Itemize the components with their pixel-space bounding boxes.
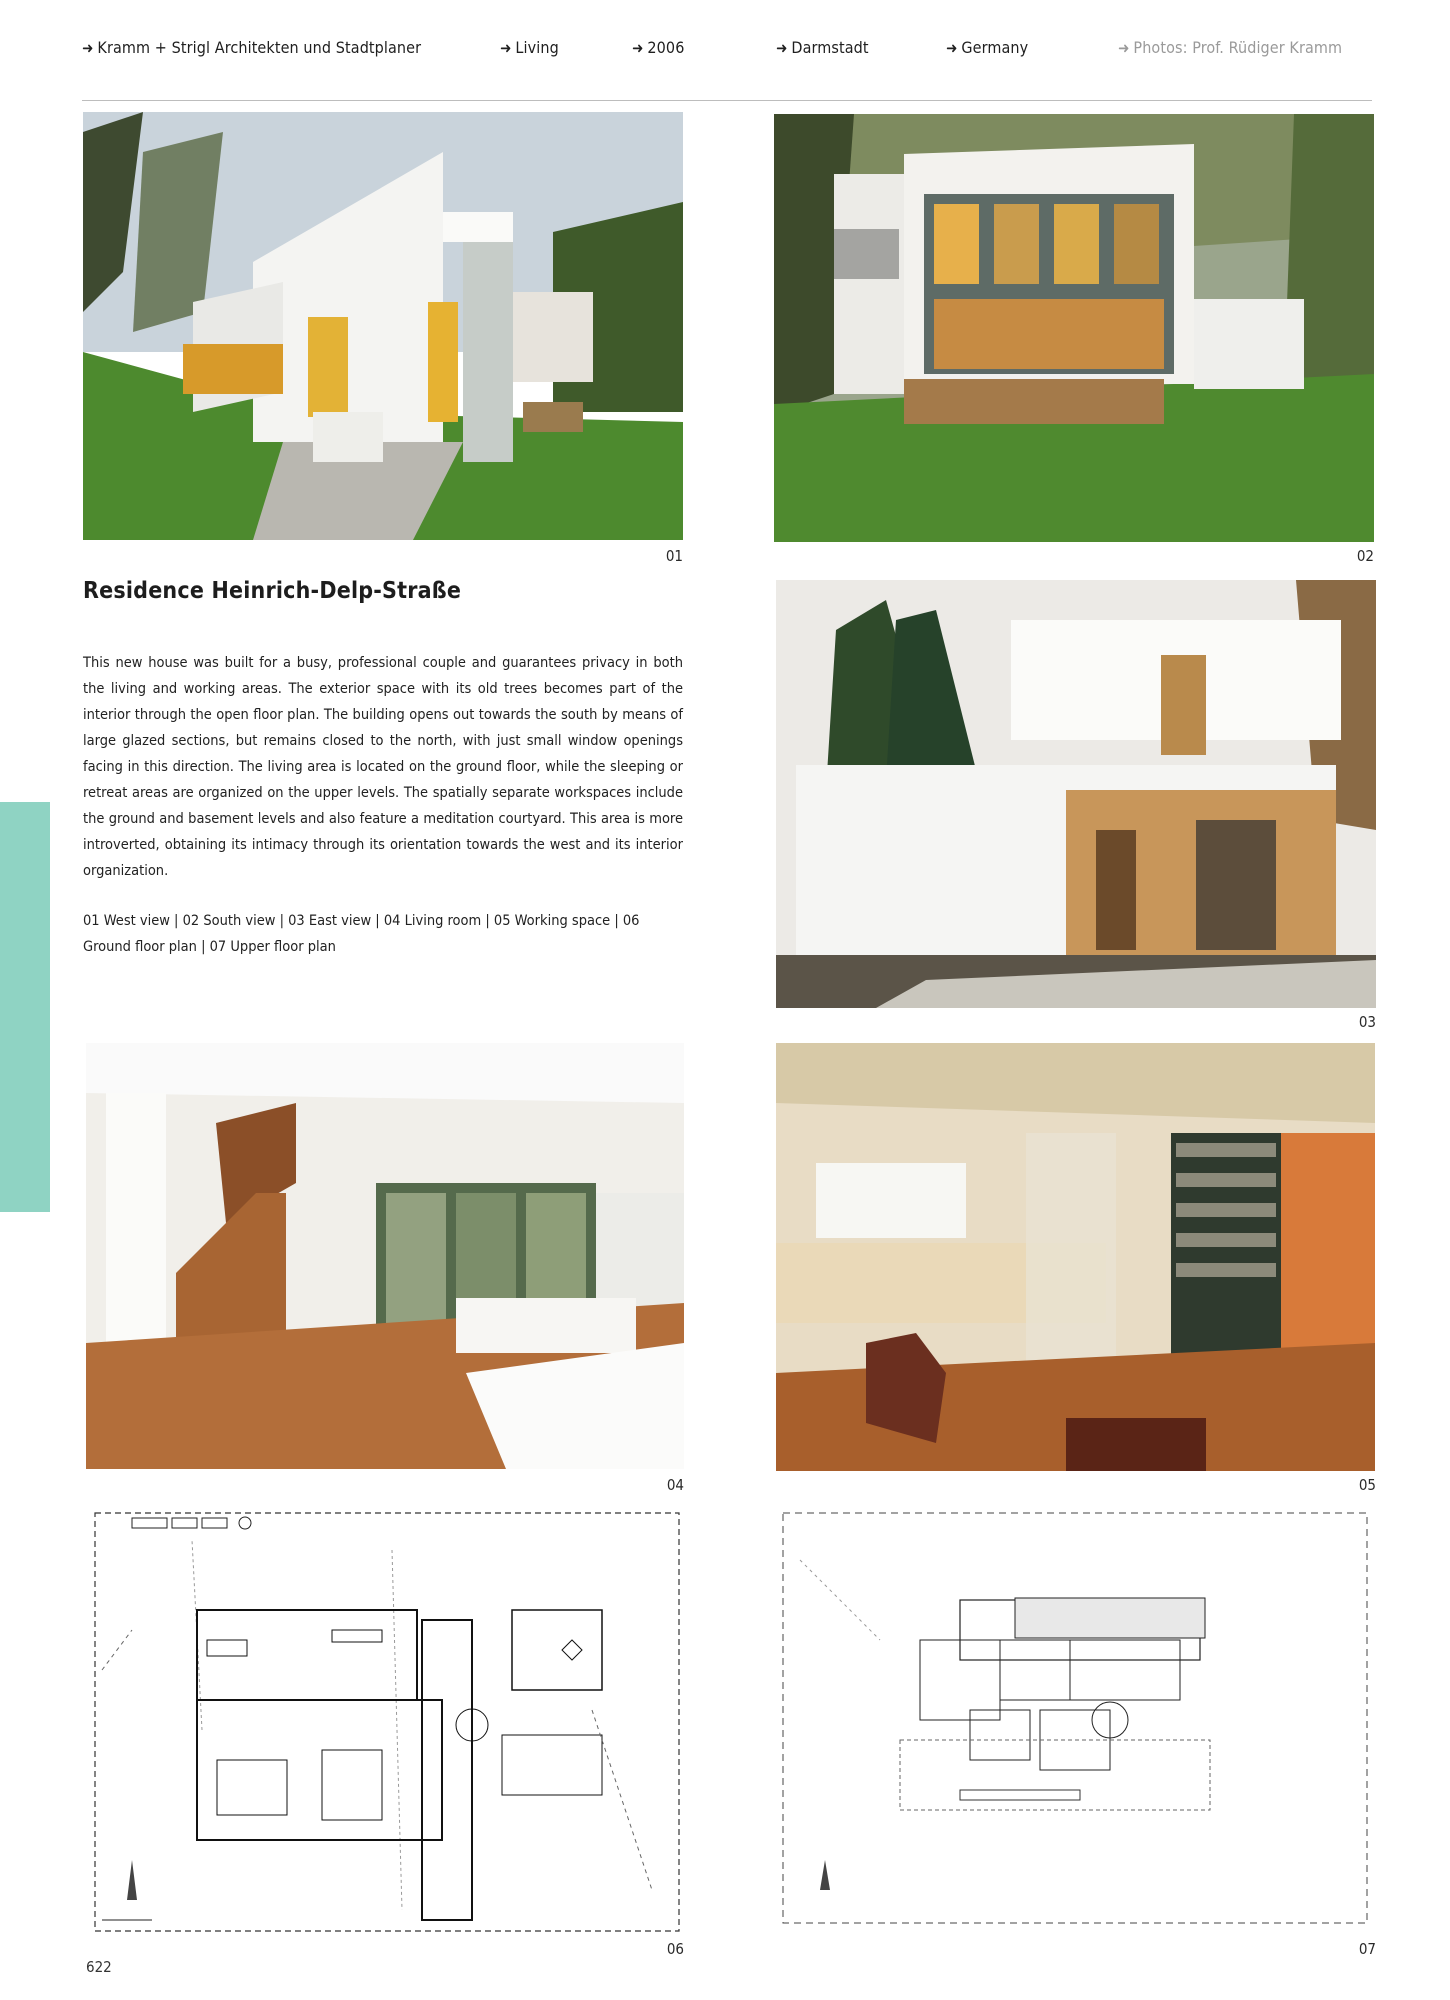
arrow-icon: ➜ <box>946 39 958 57</box>
header-divider <box>82 100 1372 101</box>
ground-floor-plan <box>92 1510 682 1934</box>
figure-number-05: 05 <box>1358 1476 1376 1494</box>
photo-living-room <box>86 1043 684 1469</box>
article-title: Residence Heinrich-Delp-Straße <box>83 578 462 604</box>
figure-number-07: 07 <box>1358 1940 1376 1958</box>
header-category: ➜ Living <box>500 38 559 57</box>
arrow-icon: ➜ <box>82 39 94 57</box>
running-header <box>0 38 1450 68</box>
header-architect: ➜ Kramm + Strigl Architekten und Stadtplaner <box>82 38 422 57</box>
photo-east-view <box>776 580 1376 1008</box>
figure-number-03: 03 <box>1358 1013 1376 1031</box>
header-year: ➜ 2006 <box>632 38 685 57</box>
figure-number-06: 06 <box>666 1940 684 1958</box>
arrow-icon: ➜ <box>500 39 512 57</box>
photo-south-view <box>774 114 1374 542</box>
header-city: ➜ Darmstadt <box>776 38 869 57</box>
page-number: 622 <box>86 1958 112 1976</box>
figure-number-02: 02 <box>1356 547 1374 565</box>
section-color-tab <box>0 802 50 1212</box>
arrow-icon: ➜ <box>1118 39 1130 57</box>
figure-number-01: 01 <box>665 547 683 565</box>
arrow-icon: ➜ <box>776 39 788 57</box>
figure-number-04: 04 <box>666 1476 684 1494</box>
header-photo-credit: ➜ Photos: Prof. Rüdiger Kramm <box>1118 38 1343 57</box>
header-country: ➜ Germany <box>946 38 1029 57</box>
arrow-icon: ➜ <box>632 39 644 57</box>
article-body: This new house was built for a busy, professional couple and guarantees privacy in both the living and working areas. The exterior space with its old trees becomes part of the interior through the open floor plan. The building opens out towards the south by means of large glazed sections, but remains closed to the north, with just small window openings facing in this direction. The living area is located on the ground floor, while the sleeping or retreat areas are organized on the upper levels. The spatially separate workspaces include the ground and basement levels and also feature a meditation courtyard. This area is more introverted, obtaining its intimacy through its orientation towards the west and its interior organization. <box>83 655 683 879</box>
photo-working-space <box>776 1043 1375 1471</box>
photo-west-view <box>83 112 683 540</box>
figure-captions: 01 West view | 02 South view | 03 East view | 04 Living room | 05 Working space | 06 Ground floor plan | 07 Upper floor plan <box>83 913 640 955</box>
upper-floor-plan <box>780 1510 1370 1934</box>
